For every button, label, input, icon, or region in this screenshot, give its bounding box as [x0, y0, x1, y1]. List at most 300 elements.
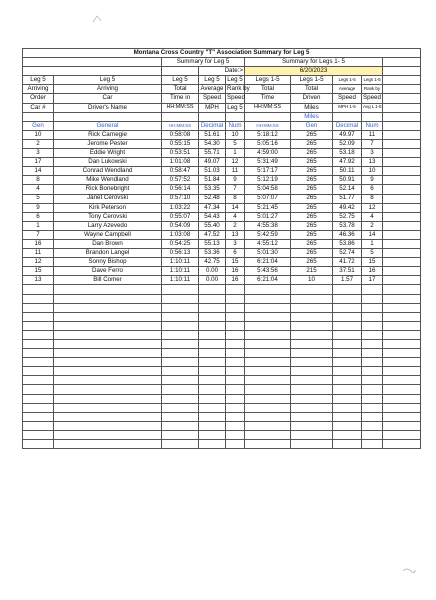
total-time: 5:31:49 — [245, 158, 291, 167]
total-miles: 265 — [291, 212, 333, 221]
blank-cell — [362, 403, 383, 412]
unit-cell: Num — [362, 121, 383, 130]
blank-cell — [226, 376, 245, 385]
blank-cell — [362, 412, 383, 421]
miles-note: Miles — [291, 112, 333, 121]
blank-cell — [245, 367, 291, 376]
blank-cell — [291, 303, 333, 312]
title-row — [23, 49, 421, 58]
leg-rank: 14 — [226, 203, 245, 212]
blank-cell — [245, 421, 291, 430]
header-cell: Time in — [162, 94, 199, 103]
leg-rank: 11 — [226, 167, 245, 176]
blank-cell — [383, 312, 421, 321]
blank-cell — [162, 403, 199, 412]
blank-cell — [383, 267, 421, 276]
blank-cell — [333, 412, 362, 421]
blank-cell — [333, 430, 362, 439]
total-miles: 265 — [291, 203, 333, 212]
header-cell: Leg 5 — [199, 76, 226, 85]
overall-rank: 4 — [362, 212, 383, 221]
total-miles: 265 — [291, 221, 333, 230]
table-row — [23, 221, 421, 230]
leg-speed: 53.36 — [199, 249, 226, 258]
avg-speed: 52.75 — [333, 212, 362, 221]
avg-speed: 52.09 — [333, 139, 362, 148]
blank-cell — [199, 430, 226, 439]
blank-cell — [226, 349, 245, 358]
unit-cell: Gen — [23, 121, 54, 130]
blank-cell — [362, 312, 383, 321]
blank-cell — [199, 367, 226, 376]
car-number: 1 — [23, 221, 54, 230]
blank-cell — [245, 394, 291, 403]
blank-cell — [362, 330, 383, 339]
leg-rank: 2 — [226, 221, 245, 230]
blank-cell — [291, 349, 333, 358]
leg-rank: 13 — [226, 230, 245, 239]
blank-cell — [226, 394, 245, 403]
blank-cell — [54, 430, 162, 439]
blank-cell — [23, 376, 54, 385]
blank-cell — [245, 385, 291, 394]
driver-name: Dave Ferro — [54, 267, 162, 276]
blank-cell — [23, 303, 54, 312]
blank-cell — [245, 358, 291, 367]
empty-row — [23, 330, 421, 339]
blank-cell — [23, 440, 54, 449]
blank-cell — [383, 349, 421, 358]
blank-cell — [162, 367, 199, 376]
total-time: 5:17:17 — [245, 167, 291, 176]
blank-cell — [383, 185, 421, 194]
blank-cell — [333, 294, 362, 303]
blank-cell — [291, 285, 333, 294]
header-row — [23, 103, 421, 112]
leg-summary-heading: Summary for Leg 5 — [162, 58, 245, 67]
blank-cell — [291, 358, 333, 367]
leg-time: 0:56:13 — [162, 249, 199, 258]
blank-cell — [23, 412, 54, 421]
header-cell: Leg 5 — [54, 76, 162, 85]
leg-time: 0:56:14 — [162, 185, 199, 194]
total-miles: 265 — [291, 149, 333, 158]
leg-time: 1:10:11 — [162, 276, 199, 285]
header-cell: Speed — [227, 94, 245, 102]
blank-cell — [162, 349, 199, 358]
blank-cell — [199, 321, 226, 330]
header-cell: Car # — [23, 103, 54, 112]
leg-speed: 49.07 — [199, 158, 226, 167]
table-row — [23, 130, 421, 139]
overall-rank: 1 — [362, 239, 383, 248]
avg-speed: 49.97 — [333, 130, 362, 139]
blank-cell — [23, 421, 54, 430]
header-row — [23, 85, 421, 94]
blank-cell — [23, 340, 54, 349]
leg-time: 1:03:08 — [162, 230, 199, 239]
header-cell: Rank by — [227, 85, 250, 93]
blank-cell — [291, 321, 333, 330]
blank-cell — [362, 112, 383, 121]
table-row — [23, 158, 421, 167]
overall-rank: 3 — [362, 149, 383, 158]
blank-cell — [54, 412, 162, 421]
blank-cell — [23, 58, 162, 67]
blank-cell — [333, 358, 362, 367]
scan-mark-icon — [402, 566, 416, 576]
blank-cell — [291, 430, 333, 439]
avg-speed: 50.11 — [333, 167, 362, 176]
blank-cell — [54, 294, 162, 303]
unit-cell: Gen — [291, 121, 333, 130]
blank-cell — [23, 312, 54, 321]
driver-name: Wayne Campbell — [54, 230, 162, 239]
blank-cell — [362, 349, 383, 358]
blank-cell — [383, 421, 421, 430]
table-row — [23, 230, 421, 239]
total-miles: 265 — [291, 139, 333, 148]
header-cell: Car — [54, 94, 162, 103]
blank-cell — [291, 312, 333, 321]
date-value: 6/20/2023 — [245, 67, 383, 76]
blank-cell — [383, 249, 421, 258]
car-number: 13 — [23, 276, 54, 285]
blank-cell — [383, 121, 421, 130]
leg-rank: 9 — [226, 176, 245, 185]
avg-speed: 49.42 — [333, 203, 362, 212]
blank-cell — [362, 376, 383, 385]
leg-speed: 54.30 — [199, 139, 226, 148]
blank-cell — [333, 112, 362, 121]
blank-cell — [383, 103, 421, 112]
blank-cell — [199, 340, 226, 349]
blank-cell — [199, 376, 226, 385]
driver-name: Jerome Pester — [54, 139, 162, 148]
table-row — [23, 194, 421, 203]
miles-note-row — [23, 112, 421, 121]
unit-cell: Num — [226, 121, 245, 130]
blank-cell — [23, 321, 54, 330]
car-number: 17 — [23, 158, 54, 167]
blank-cell — [383, 221, 421, 230]
header-cell: HH:MM:SS — [245, 103, 291, 112]
blank-cell — [291, 412, 333, 421]
blank-cell — [199, 312, 226, 321]
empty-row — [23, 403, 421, 412]
avg-speed: 47.92 — [333, 158, 362, 167]
header-cell: Avg L 1-5 — [362, 103, 383, 112]
blank-cell — [333, 312, 362, 321]
blank-cell — [291, 440, 333, 449]
blank-cell — [54, 330, 162, 339]
blank-cell — [226, 421, 245, 430]
blank-cell — [333, 367, 362, 376]
header-cell: Time — [245, 94, 291, 103]
blank-cell — [383, 276, 421, 285]
car-number: 4 — [23, 185, 54, 194]
empty-row — [23, 412, 421, 421]
driver-name: Eddie Wright — [54, 149, 162, 158]
blank-cell — [383, 94, 421, 103]
overall-rank: 12 — [362, 203, 383, 212]
total-time: 5:21:45 — [245, 203, 291, 212]
table-row — [23, 149, 421, 158]
leg-rank: 16 — [226, 267, 245, 276]
header-cell: Rank by — [362, 85, 383, 94]
car-number: 15 — [23, 267, 54, 276]
blank-cell — [383, 139, 421, 148]
leg-rank: 10 — [226, 130, 245, 139]
total-miles: 265 — [291, 158, 333, 167]
leg-speed: 47.34 — [199, 203, 226, 212]
blank-cell — [291, 294, 333, 303]
blank-cell — [383, 194, 421, 203]
blank-cell — [362, 285, 383, 294]
blank-cell — [245, 112, 291, 121]
avg-speed: 53.18 — [333, 149, 362, 158]
empty-row — [23, 312, 421, 321]
header-cell: Driver's Name — [54, 103, 162, 112]
blank-cell — [23, 367, 54, 376]
header-cell: Average — [199, 85, 226, 94]
blank-cell — [291, 403, 333, 412]
blank-cell — [199, 112, 226, 121]
driver-name: Rick Bonebright — [54, 185, 162, 194]
overall-rank: 13 — [362, 158, 383, 167]
blank-cell — [245, 403, 291, 412]
blank-cell — [226, 385, 245, 394]
unit-cell: HH:MM:SS — [245, 121, 291, 130]
header-cell: Legs 1-5 — [362, 76, 383, 85]
blank-cell — [291, 367, 333, 376]
leg-rank: 12 — [226, 158, 245, 167]
blank-cell — [362, 430, 383, 439]
header-cell: Legs 1-5 — [333, 76, 362, 85]
empty-row — [23, 294, 421, 303]
leg-rank: 1 — [226, 149, 245, 158]
blank-cell — [383, 430, 421, 439]
leg-time: 0:54:09 — [162, 221, 199, 230]
avg-speed: 50.91 — [333, 176, 362, 185]
leg-time: 1:10:11 — [162, 267, 199, 276]
total-miles: 265 — [291, 230, 333, 239]
header-cell: Leg 5 — [227, 103, 243, 111]
overall-rank: 5 — [362, 249, 383, 258]
leg-time: 1:01:08 — [162, 158, 199, 167]
blank-cell — [23, 285, 54, 294]
blank-cell — [245, 440, 291, 449]
blank-cell — [383, 67, 421, 76]
blank-cell — [333, 376, 362, 385]
blank-cell — [333, 349, 362, 358]
blank-cell — [23, 330, 54, 339]
blank-cell — [226, 330, 245, 339]
blank-cell — [383, 358, 421, 367]
table-row — [23, 139, 421, 148]
blank-cell — [333, 285, 362, 294]
total-time: 5:04:58 — [245, 185, 291, 194]
blank-cell — [245, 303, 291, 312]
driver-name: Sonny Bishop — [54, 258, 162, 267]
header-row — [23, 76, 421, 85]
table-row — [23, 239, 421, 248]
blank-cell — [291, 421, 333, 430]
blank-cell — [54, 376, 162, 385]
blank-cell — [245, 340, 291, 349]
blank-cell — [383, 285, 421, 294]
blank-cell — [226, 367, 245, 376]
driver-name: Larry Azevedo — [54, 221, 162, 230]
header-cell: Speed — [199, 94, 226, 103]
blank-cell — [199, 303, 226, 312]
header-cell: Total — [162, 85, 199, 94]
leg-speed: 55.40 — [199, 221, 226, 230]
header-cell: Total — [291, 85, 333, 94]
total-time: 6:21:04 — [245, 258, 291, 267]
header-cell: Legs 1-5 — [245, 76, 291, 85]
car-number: 7 — [23, 230, 54, 239]
blank-cell — [383, 440, 421, 449]
blank-cell — [226, 440, 245, 449]
blank-cell — [162, 67, 199, 76]
blank-cell — [162, 285, 199, 294]
leg-rank: 5 — [226, 139, 245, 148]
blank-cell — [291, 394, 333, 403]
blank-cell — [199, 403, 226, 412]
blank-cell — [333, 440, 362, 449]
blank-cell — [162, 312, 199, 321]
overall-rank: 9 — [362, 176, 383, 185]
blank-cell — [199, 412, 226, 421]
blank-cell — [362, 440, 383, 449]
overall-rank: 11 — [362, 130, 383, 139]
table-row — [23, 167, 421, 176]
driver-name: Dan Brown — [54, 239, 162, 248]
table-row — [23, 258, 421, 267]
blank-cell — [54, 349, 162, 358]
blank-cell — [23, 294, 54, 303]
blank-cell — [162, 112, 199, 121]
leg-time: 0:58:08 — [162, 130, 199, 139]
blank-cell — [383, 385, 421, 394]
header-cell: Leg 5 — [227, 76, 243, 84]
blank-cell — [23, 394, 54, 403]
total-time: 4:55:38 — [245, 221, 291, 230]
unit-cell: Decimal — [199, 121, 226, 130]
blank-cell — [226, 412, 245, 421]
leg-time: 0:55:15 — [162, 139, 199, 148]
header-cell: Leg 5 — [162, 76, 199, 85]
total-time: 6:21:04 — [245, 276, 291, 285]
blank-cell — [162, 440, 199, 449]
blank-cell — [333, 403, 362, 412]
empty-row — [23, 340, 421, 349]
header-cell: MPH 1-5 — [333, 103, 362, 112]
blank-cell — [226, 321, 245, 330]
car-number: 10 — [23, 130, 54, 139]
blank-cell — [383, 394, 421, 403]
table-row — [23, 276, 421, 285]
overall-rank: 6 — [362, 185, 383, 194]
blank-cell — [245, 412, 291, 421]
empty-row — [23, 421, 421, 430]
blank-cell — [54, 340, 162, 349]
leg-speed: 47.52 — [199, 230, 226, 239]
blank-cell — [54, 421, 162, 430]
total-time: 5:01:27 — [245, 212, 291, 221]
blank-cell — [245, 321, 291, 330]
car-number: 5 — [23, 194, 54, 203]
table-row — [23, 249, 421, 258]
leg-speed: 51.61 — [199, 130, 226, 139]
blank-cell — [362, 340, 383, 349]
blank-cell — [226, 294, 245, 303]
leg-time: 0:57:10 — [162, 194, 199, 203]
empty-row — [23, 349, 421, 358]
leg-time: 1:03:22 — [162, 203, 199, 212]
driver-name: Tony Cerovski — [54, 212, 162, 221]
car-number: 16 — [23, 239, 54, 248]
empty-row — [23, 394, 421, 403]
car-number: 14 — [23, 167, 54, 176]
blank-cell — [162, 376, 199, 385]
blank-cell — [245, 430, 291, 439]
blank-cell — [226, 358, 245, 367]
car-number: 8 — [23, 176, 54, 185]
empty-row — [23, 367, 421, 376]
leg-rank: 6 — [226, 249, 245, 258]
blank-cell — [383, 76, 421, 85]
leg-speed: 55.13 — [199, 239, 226, 248]
avg-speed: 37.51 — [333, 267, 362, 276]
overall-rank: 15 — [362, 258, 383, 267]
leg-time: 0:55:07 — [162, 212, 199, 221]
driver-name: Dan Lukowski — [54, 158, 162, 167]
blank-cell — [383, 403, 421, 412]
total-time: 5:05:16 — [245, 139, 291, 148]
blank-cell — [383, 294, 421, 303]
avg-speed: 52.14 — [333, 185, 362, 194]
blank-cell — [162, 321, 199, 330]
header-cell: Driven — [291, 94, 333, 103]
blank-cell — [199, 440, 226, 449]
blank-cell — [54, 285, 162, 294]
blank-cell — [383, 212, 421, 221]
overall-rank: 14 — [362, 230, 383, 239]
blank-cell — [383, 340, 421, 349]
blank-cell — [226, 303, 245, 312]
table-row — [23, 212, 421, 221]
driver-name: Rick Carnegie — [54, 130, 162, 139]
blank-cell — [199, 349, 226, 358]
blank-cell — [23, 349, 54, 358]
leg-time: 1:10:11 — [162, 258, 199, 267]
date-label: Date:> — [199, 67, 245, 76]
blank-cell — [162, 430, 199, 439]
blank-cell — [199, 285, 226, 294]
header-cell: Speed — [363, 94, 381, 102]
table-row — [23, 176, 421, 185]
total-miles: 265 — [291, 185, 333, 194]
table-row — [23, 185, 421, 194]
overall-rank: 17 — [362, 276, 383, 285]
blank-cell — [23, 112, 54, 121]
total-miles: 265 — [291, 167, 333, 176]
blank-cell — [245, 294, 291, 303]
table-row — [23, 203, 421, 212]
blank-cell — [291, 330, 333, 339]
